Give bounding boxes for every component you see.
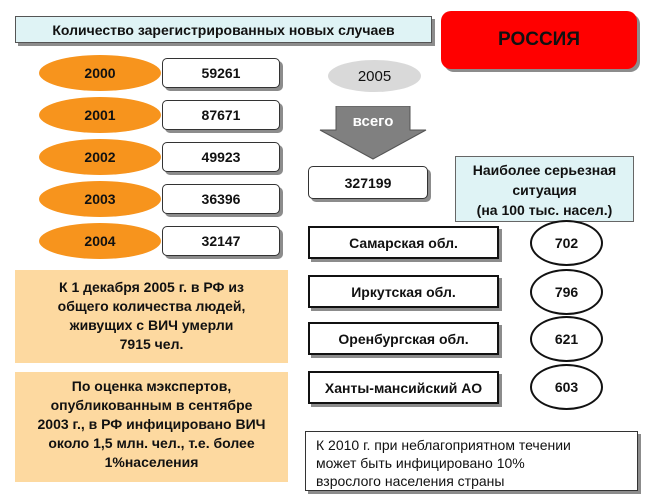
note-line: живущих с ВИЧ умерли [69, 317, 234, 333]
serious-situation-box [455, 156, 634, 222]
note-line: 7915 чел. [119, 336, 184, 352]
case-count: 32147 [162, 226, 280, 256]
region-rate: 603 [530, 364, 603, 410]
forecast-note [305, 431, 638, 491]
note-line: может быть инфицировано 10% [316, 455, 525, 471]
note-line: общего количества людей, [57, 298, 246, 314]
note-line: К 1 декабря 2005 г. в РФ из [59, 279, 244, 295]
chart-title: Количество зарегистрированных новых случаев [15, 16, 432, 43]
year-oval: 2002 [39, 139, 161, 175]
country-box: РОССИЯ [441, 11, 637, 69]
region-box: Иркутская обл. [308, 275, 499, 308]
case-count: 36396 [162, 184, 280, 214]
year-oval: 2000 [39, 55, 161, 91]
region-box: Оренбургская обл. [308, 322, 499, 355]
serious-line: Наиболее серьезная [472, 162, 617, 178]
case-count: 49923 [162, 142, 280, 172]
down-arrow-icon [318, 106, 428, 160]
year-oval: 2001 [39, 97, 161, 133]
note-line: По оценка мэкспертов, [71, 378, 232, 394]
deaths-note [15, 270, 288, 363]
region-box: Ханты-мансийский АО [308, 371, 499, 404]
note-line: К 2010 г. при неблагоприятном течении [316, 437, 571, 453]
experts-note [15, 372, 288, 482]
arrow-label: всего [352, 113, 394, 130]
note-line: 1%населения [104, 454, 199, 470]
note-line: около 1,5 млн. чел., т.е. более [48, 435, 255, 451]
region-box: Самарская обл. [308, 226, 499, 259]
case-count: 59261 [162, 58, 280, 88]
total-count: 327199 [308, 166, 428, 199]
region-rate: 796 [530, 269, 603, 315]
region-rate: 702 [530, 220, 603, 266]
year-2005-oval: 2005 [328, 60, 421, 92]
note-line: 2003 г., в РФ инфицировано ВИЧ [37, 416, 266, 432]
year-oval: 2004 [39, 223, 161, 259]
note-line: взрослого населения страны [316, 473, 505, 489]
case-count: 87671 [162, 100, 280, 130]
year-oval: 2003 [39, 181, 161, 217]
region-rate: 621 [530, 316, 603, 362]
serious-line: ситуация [512, 182, 577, 198]
note-line: опубликованным в сентябре [50, 397, 253, 413]
serious-line: (на 100 тыс. насел.) [476, 202, 613, 218]
